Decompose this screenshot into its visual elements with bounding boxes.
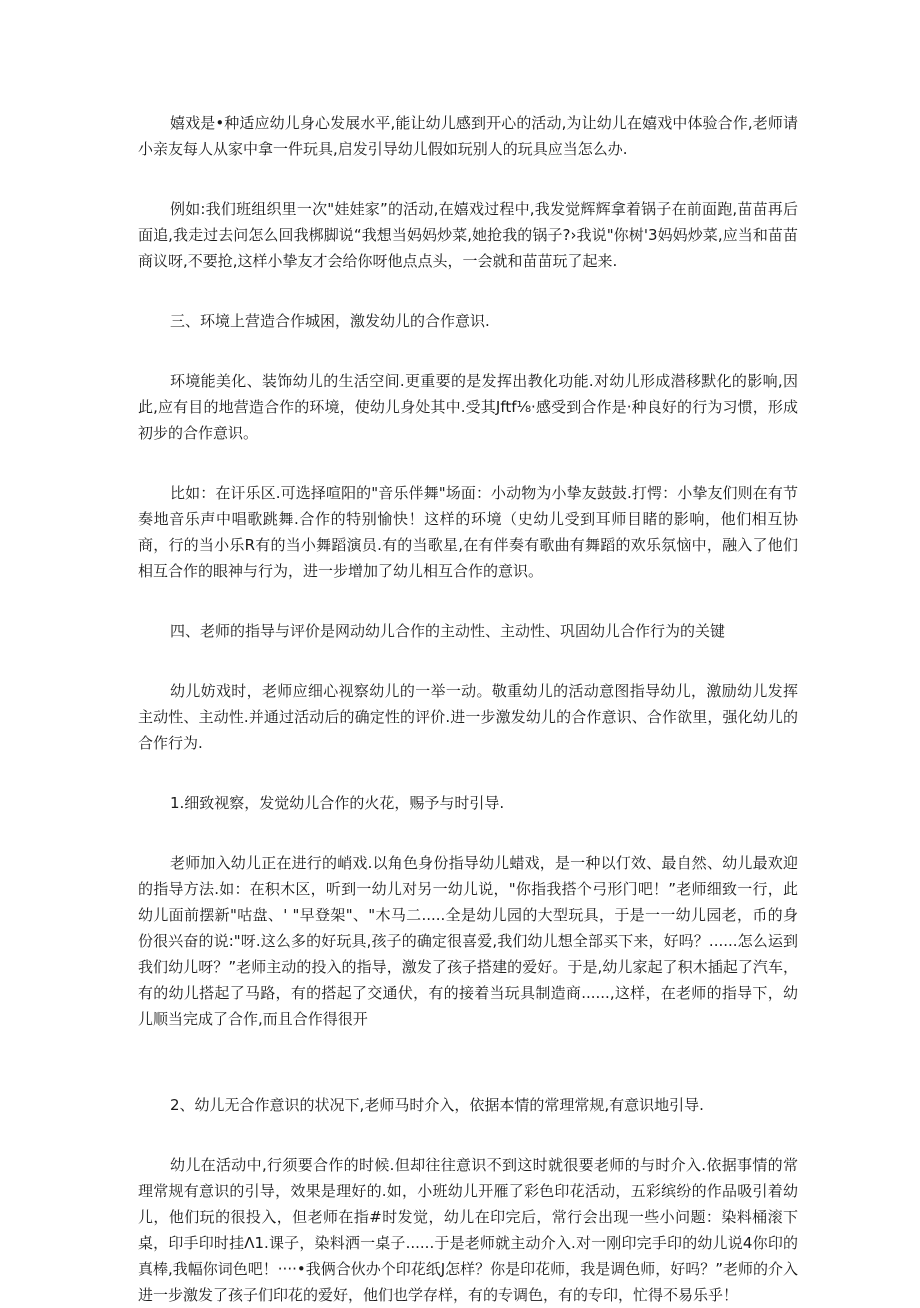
section-heading-4: 四、老师的指导与评价是网动幼儿合作的主动性、主动性、巩固幼儿合作行为的关键 xyxy=(170,622,726,640)
paragraph-printing-activity: 幼儿在活动中,行须要合作的时候.但却往往意识不到这时就很要老师的与时介入.依据事情的常理常规有意识的引导，效果是理好的.如，小班幼儿开雁了彩色印花活动，五彩缤纷的作品吸引着幼儿，他们玩的很投入，但老师在指#时发觉，幼儿在印完后，常行会出现一些小问题：染料桶滚下桌，印手印时挂Λ1.课子，染料洒一桌子......于是老师就主动介入.对一刚印完手印的幼儿说4你印的真棒,我幅你词色吧！····•我俩合伙办个印花纸J怎样？你是印花师，我是调色师，好吗？”老师的介入进一步激发了孩子们印花的爱好，他们也学存样，有的专调色，有的专印，忙得不易乐乎！ xyxy=(138,1156,798,1304)
paragraph-building-blocks: 老师加入幼儿正在进行的峭戏.以角色身份指导幼儿蜡戏，是一种以仃效、最自然、幼儿最欢迎的指导方法.如：在积木区，听到一幼儿对另一幼儿说，"你指我搭个弓形门吧！”老师细致一行，此幼儿面前摆新"咕盘、' "早登架"、"木马二.....全是幼儿园的大型玩具，于是一一幼儿园老，币的身份很兴奋的说:"呀.这么多的好玩具,孩子的确定很喜爱,我们幼儿想全部买下来，好吗？......怎么运到我们幼儿呀？”老师主动的投入的指导，激发了孩子搭建的爱好。于是,幼儿家起了积木插起了汽车，有的幼儿搭起了马路，有的搭起了交通伏，有的接着当玩具制造商......,这样，在老师的指导下，幼儿顺当完成了合作,而且合作得很开 xyxy=(138,854,798,1028)
paragraph-environment: 环境能美化、装饰幼儿的生活空间.更重要的是发挥出教化功能.对幼儿形成潜移默化的影响,因此,应有目的地营造合作的环境，使幼儿身处其中.受其Jftf⅛·感受到合作是·种良好的行为习惯，形成初步的合作意识。 xyxy=(138,372,798,442)
section-heading-3: 三、环境上营造合作城困，激发幼儿的合作意识. xyxy=(170,312,490,330)
paragraph-intro-game: 嬉戏是•种适应幼儿身心发展水平,能让幼儿感到开心的活动,为让幼儿在嬉戏中体验合作,老师请小亲友每人从家中拿一件玩具,启发引导幼儿假如玩别人的玩具应当怎么办. xyxy=(138,114,798,158)
paragraph-example-doll-house: 例如:我们班组织里一次"娃娃家”的活动,在嬉戏过程中,我发觉辉辉拿着锅子在前面跑,苗苗再后面追,我走过去问怎么回我梆脚说“我想当妈妈炒菜,她抢我的锅子?›我说"你树'3妈妈炒菜,应当和苗苗商议呀,不要抢,这样小挚友才会给你呀他点点头，一会就和苗苗玩了起来. xyxy=(138,200,798,270)
paragraph-music-area: 比如：在讦乐区.可选择喧阳的"音乐伴舞"场面：小动物为小挚友鼓鼓.打愕：小挚友们则在有节奏地音乐声中唱歌跳舞.合作的特别愉快！这样的环境（史幼儿受到耳师目睹的影响，他们相互协商，行的当小乐R有的当小舞蹈演员.有的当歌星,在有伴奏有歌曲有舞蹈的欢乐氛恼中，融入了他们相互合作的眼神与行为，进一步增加了幼儿相互合作的意识。 xyxy=(138,484,798,580)
subheading-1: 1.细致视察，发觉幼儿合作的火花，赐予与时引导. xyxy=(170,794,505,812)
subheading-2: 2、幼儿无合作意识的状况下,老师马时介入，依据本情的常理常规,有意识地引导. xyxy=(170,1096,704,1114)
paragraph-teacher-observe: 幼儿妨戏时，老师应细心视察幼儿的一举一动。敬重幼儿的活动意图指导幼儿，激励幼儿发挥主动性、主动性.并通过活动后的确定性的评价.进一步激发幼儿的合作意识、合作欲里，强化幼儿的合作行为. xyxy=(138,682,798,752)
